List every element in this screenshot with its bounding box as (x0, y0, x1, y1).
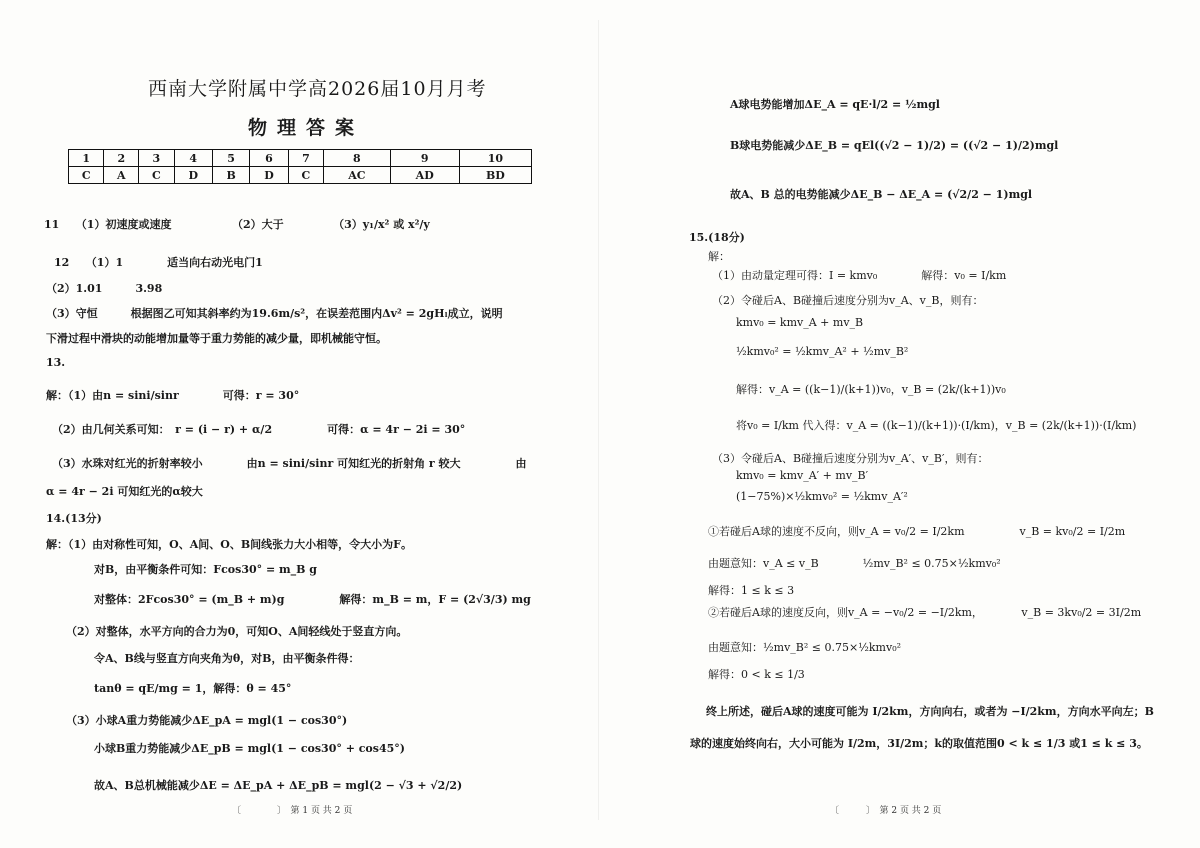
answer-cell: C (69, 167, 104, 184)
answer-line: 由题意知：½mv_B² ≤ 0.75×½kmv₀² (708, 641, 902, 654)
question-number: 1 (69, 150, 104, 167)
question-number: 5 (212, 150, 249, 167)
answer-cell: D (250, 167, 288, 184)
question-number: 2 (104, 150, 139, 167)
question-number: 4 (174, 150, 212, 167)
answer-line: B球电势能减少ΔE_B = qEl((√2 − 1)/2) = ((√2 − 1)/2)mgl (730, 139, 1059, 152)
answer-line: （2）对整体，水平方向的合力为0，可知O、A间轻线处于竖直方向。 (66, 625, 408, 638)
exam-subtitle: 物理答案 (248, 117, 365, 139)
answer-line: 11 （1）初速度或速度 （2）大于 （3）y₁/x² 或 x²/y (44, 218, 430, 231)
answer-line: 故A、B总机械能减少ΔE = ΔE_pA + ΔE_pB = mgl(2 − √3 + √2/2) (94, 779, 463, 792)
answer-line: 终上所述，碰后A球的速度可能为 I/2km，方向向右，或者为 −I/2km，方向水平向左；B (706, 705, 1154, 718)
answer-line: (1−75%)×½kmv₀² = ½kmv_A′² (736, 490, 908, 503)
answer-line: 12 （1）1 适当向右动光电门1 (54, 256, 263, 269)
answer-line: （1）由动量定理可得：I = kmv₀ 解得：v₀ = I/km (712, 269, 1007, 282)
answer-line: 对B，由平衡条件可知：Fcos30° = m_B g (94, 563, 317, 576)
answer-line: 球的速度始终向右，大小可能为 I/2m，3I/2m；k的取值范围0 < k ≤ 1/3 或1 ≤ k ≤ 3。 (690, 737, 1148, 750)
answer-line: ½kmv₀² = ½kmv_A² + ½mv_B² (736, 345, 909, 358)
answer-line: （3）守恒 根据图乙可知其斜率约为19.6m/s²，在误差范围内Δv² = 2gHₗ成立，说明 (46, 307, 503, 320)
answer-cell: C (288, 167, 323, 184)
question-number: 8 (324, 150, 390, 167)
answer-cell: A (104, 167, 139, 184)
question-number: 7 (288, 150, 323, 167)
question-number: 9 (390, 150, 459, 167)
answer-cell: AD (390, 167, 459, 184)
answer-line: 解： (708, 250, 730, 263)
answer-line: 解得：0 < k ≤ 1/3 (708, 668, 805, 681)
answer-line: 小球B重力势能减少ΔE_pB = mgl(1 − cos30° + cos45°) (94, 742, 405, 755)
answer-line: α = 4r − 2i 可知红光的α较大 (46, 485, 203, 498)
answer-line: A球电势能增加ΔE_A = qE·l/2 = ½mgl (730, 98, 940, 111)
answer-cell: AC (324, 167, 390, 184)
answer-line: tanθ = qE/mg = 1，解得：θ = 45° (94, 682, 292, 695)
answer-table-number-row (69, 150, 532, 167)
answer-line: ②若碰后A球的速度反向，则v_A = −v₀/2 = −I/2km， v_B = 3kv₀/2 = 3I/2m (708, 606, 1142, 619)
answer-line: 解：（1）由对称性可知，O、A间、O、B间线张力大小相等，令大小为F。 (46, 538, 412, 551)
answer-line: kmv₀ = kmv_A + mv_B (736, 316, 864, 329)
answer-line: （2）由几何关系可知： r = (i − r) + α/2 可得：α = 4r − 2i = 30° (52, 423, 466, 436)
question-number: 10 (459, 150, 531, 167)
answer-line: ①若碰后A球的速度不反向，则v_A = v₀/2 = I/2km v_B = kv₀/2 = I/2m (708, 525, 1126, 538)
answer-line: （3）令碰后A、B碰撞后速度分别为v_A′、v_B′，则有： (712, 452, 989, 465)
answer-line: 将v₀ = I/km 代入得：v_A = ((k−1)/(k+1))·(I/km)，v_B = (2k/(k+1))·(I/km) (736, 419, 1137, 432)
answer-cell: D (174, 167, 212, 184)
answer-cell: C (139, 167, 174, 184)
answer-line: （2）令碰后A、B碰撞后速度分别为v_A、v_B，则有： (712, 294, 984, 307)
answer-cell: BD (459, 167, 531, 184)
page-footer: 〔 〕 第 2 页 共 2 页 (830, 806, 942, 816)
answer-line: （3）水珠对红光的折射率较小 由n = sini/sinr 可知红光的折射角 r 较大 由 (52, 457, 527, 470)
answer-line: 对整体：2Fcos30° = (m_B + m)g 解得：m_B = m，F = (2√3/3) mg (94, 593, 531, 606)
answer-table (68, 149, 532, 184)
answer-line: （3）小球A重力势能减少ΔE_pA = mgl(1 − cos30°) (66, 714, 348, 727)
answer-line: 14.(13分) (46, 512, 102, 525)
page-footer: 〔 〕 第 1 页 共 2 页 (232, 806, 353, 816)
exam-title: 西南大学附属中学高2026届10月月考 (148, 78, 487, 100)
answer-line: 令A、B线与竖直方向夹角为θ，对B，由平衡条件得： (94, 652, 360, 665)
answer-page-2 (600, 0, 1200, 848)
answer-table-answer-row (69, 167, 532, 184)
answer-line: kmv₀ = kmv_A′ + mv_B′ (736, 469, 869, 482)
answer-line: 解：（1）由n = sini/sinr 可得：r = 30° (46, 389, 300, 402)
answer-line: 由题意知：v_A ≤ v_B ½mv_B² ≤ 0.75×½kmv₀² (708, 557, 1001, 570)
question-number: 6 (250, 150, 288, 167)
answer-line: 故A、B 总的电势能减少ΔE_B − ΔE_A = (√2/2 − 1)mgl (730, 188, 1033, 201)
answer-line: 解得：v_A = ((k−1)/(k+1))v₀，v_B = (2k/(k+1))v₀ (736, 383, 1006, 396)
answer-cell: B (212, 167, 249, 184)
answer-line: （2）1.01 3.98 (46, 282, 163, 295)
answer-line: 下滑过程中滑块的动能增加量等于重力势能的减少量，即机械能守恒。 (46, 332, 387, 345)
question-number: 3 (139, 150, 174, 167)
answer-line: 13. (46, 356, 66, 369)
answer-line: 15.(18分) (689, 231, 745, 244)
answer-line: 解得：1 ≤ k ≤ 3 (708, 584, 795, 597)
